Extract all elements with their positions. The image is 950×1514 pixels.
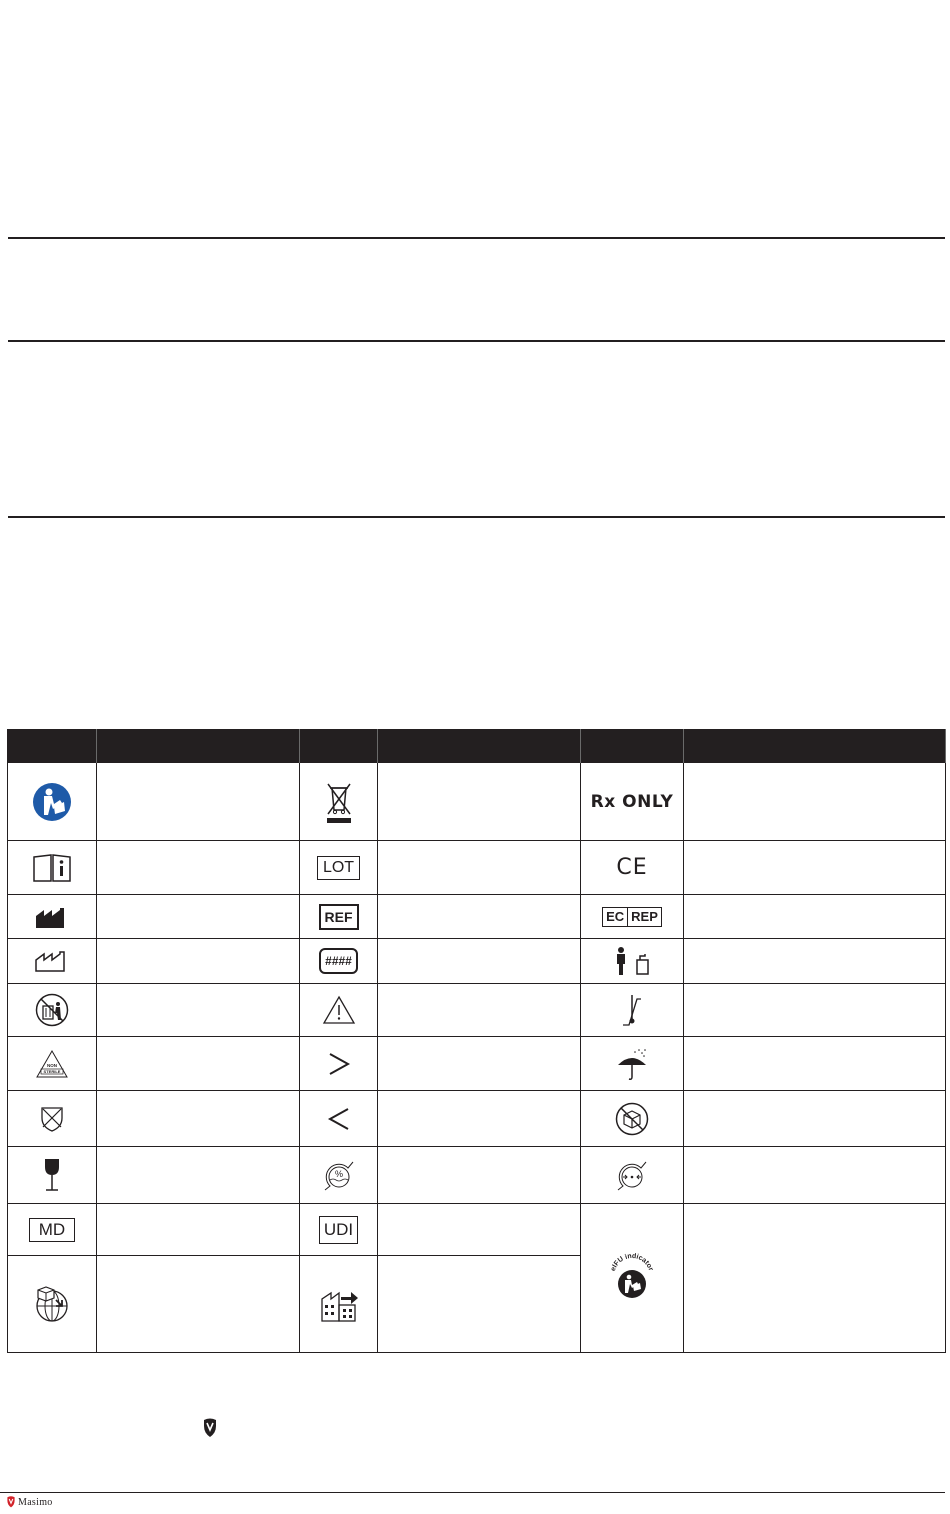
symbol-cell [300,1204,378,1256]
svg-text:STERILE: STERILE [43,1068,61,1074]
symbol-cell [300,939,378,984]
section-rule-2 [8,340,945,342]
symbol-cell [581,1037,684,1091]
description-cell [378,984,581,1037]
description-cell [684,984,946,1037]
description-cell [97,984,300,1037]
symbol-cell [300,984,378,1037]
symbol-cell [300,1037,378,1091]
section-rule-3 [8,516,945,518]
description-cell [97,1147,300,1204]
symbol-cell [8,1256,97,1353]
symbol-cell [581,895,684,939]
rx-only-icon: Rx ONLY [590,791,674,812]
table-row [8,1091,946,1147]
table-header-row [8,729,946,763]
symbol-cell [300,895,378,939]
description-cell [684,895,946,939]
symbol-cell [300,1147,378,1204]
medical-device-icon: MD [29,1218,75,1242]
symbol-cell [8,1147,97,1204]
description-cell [378,1091,581,1147]
date-of-manufacture-icon [34,950,70,972]
symbol-cell [8,763,97,841]
description-cell [684,763,946,841]
ec-rep-left: EC [606,908,625,924]
description-cell [378,841,581,895]
eifu-label: eIFU indicator [609,1252,655,1273]
symbol-cell [581,984,684,1037]
consult-instructions-icon [32,853,72,883]
footer-logo [6,1496,53,1508]
follow-instructions-icon [32,782,72,822]
header-description-2 [378,729,581,763]
description-cell [97,1037,300,1091]
symbol-cell [581,1147,684,1204]
masimo-mark-icon [203,1418,217,1443]
distributor-icon [32,1284,72,1324]
description-cell [378,763,581,841]
symbol-cell [8,939,97,984]
ref-catalog-icon: REF [319,904,359,930]
description-cell [684,841,946,895]
description-cell [97,895,300,939]
symbol-cell [300,1091,378,1147]
header-symbol-1 [8,729,97,763]
header-description-3 [684,729,946,763]
symbol-cell [8,1037,97,1091]
table-row [8,1037,946,1091]
description-cell [684,939,946,984]
temperature-limit-icon [621,993,643,1027]
ce-mark-icon: CE [616,855,648,880]
description-cell [97,1204,300,1256]
symbol-cell [581,1204,684,1353]
eifu-indicator-icon [606,1252,658,1304]
brand-name: Masimo [18,1496,53,1508]
header-description-1 [97,729,300,763]
description-cell [97,1091,300,1147]
symbol-cell [8,841,97,895]
greater-than-icon [327,1051,351,1077]
lot-code-icon: LOT [317,856,360,880]
do-not-use-damaged-package-icon [615,1102,649,1136]
svg-text:NON: NON [47,1062,57,1068]
serial-number-icon: #### [319,948,358,974]
symbol-cell [300,763,378,841]
masimo-logo-icon [6,1496,16,1508]
section-rule-1 [8,237,945,239]
symbol-cell [300,841,378,895]
no-discard-icon [35,993,69,1027]
fragile-icon [41,1157,63,1193]
table-row [8,841,946,895]
description-cell [97,939,300,984]
table-row [8,895,946,939]
not-latex-icon [39,1105,65,1133]
description-cell [684,1147,946,1204]
header-symbol-3 [581,729,684,763]
symbol-cell [300,1256,378,1353]
ec-rep-icon [602,907,662,927]
symbol-cell [581,841,684,895]
symbol-cell [8,895,97,939]
description-cell [378,939,581,984]
symbols-table [7,729,946,1353]
header-symbol-2 [300,729,378,763]
description-cell [97,1256,300,1353]
description-cell [97,841,300,895]
body-weight-icon [613,946,651,976]
description-cell [684,1091,946,1147]
symbol-cell [581,939,684,984]
symbol-cell [8,984,97,1037]
humidity-limit-icon [322,1158,356,1192]
udi-icon: UDI [319,1216,358,1244]
description-cell [378,1147,581,1204]
symbol-cell [8,1204,97,1256]
importer-icon [319,1285,359,1323]
table-row [8,984,946,1037]
symbol-cell [581,763,684,841]
less-than-icon [327,1106,351,1132]
manufacturer-icon [34,906,70,928]
description-cell [378,1037,581,1091]
description-cell [378,1256,581,1353]
keep-dry-icon [615,1047,649,1081]
description-cell [684,1037,946,1091]
caution-icon [322,995,356,1025]
symbol-cell [581,1091,684,1147]
ec-rep-right: REP [627,908,661,926]
description-cell [97,763,300,841]
table-row [8,939,946,984]
table-row [8,763,946,841]
description-cell [378,895,581,939]
description-cell [684,1204,946,1353]
table-row [8,1147,946,1204]
table-row [8,1204,946,1256]
footer-rule [0,1492,945,1493]
humidity-label: % [334,1169,343,1179]
pressure-limit-icon [615,1158,649,1192]
non-sterile-icon [35,1049,69,1079]
symbol-cell [8,1091,97,1147]
svg-text:eIFU indicator [610,1253,654,1272]
description-cell [378,1204,581,1256]
weee-disposal-icon [324,780,354,824]
